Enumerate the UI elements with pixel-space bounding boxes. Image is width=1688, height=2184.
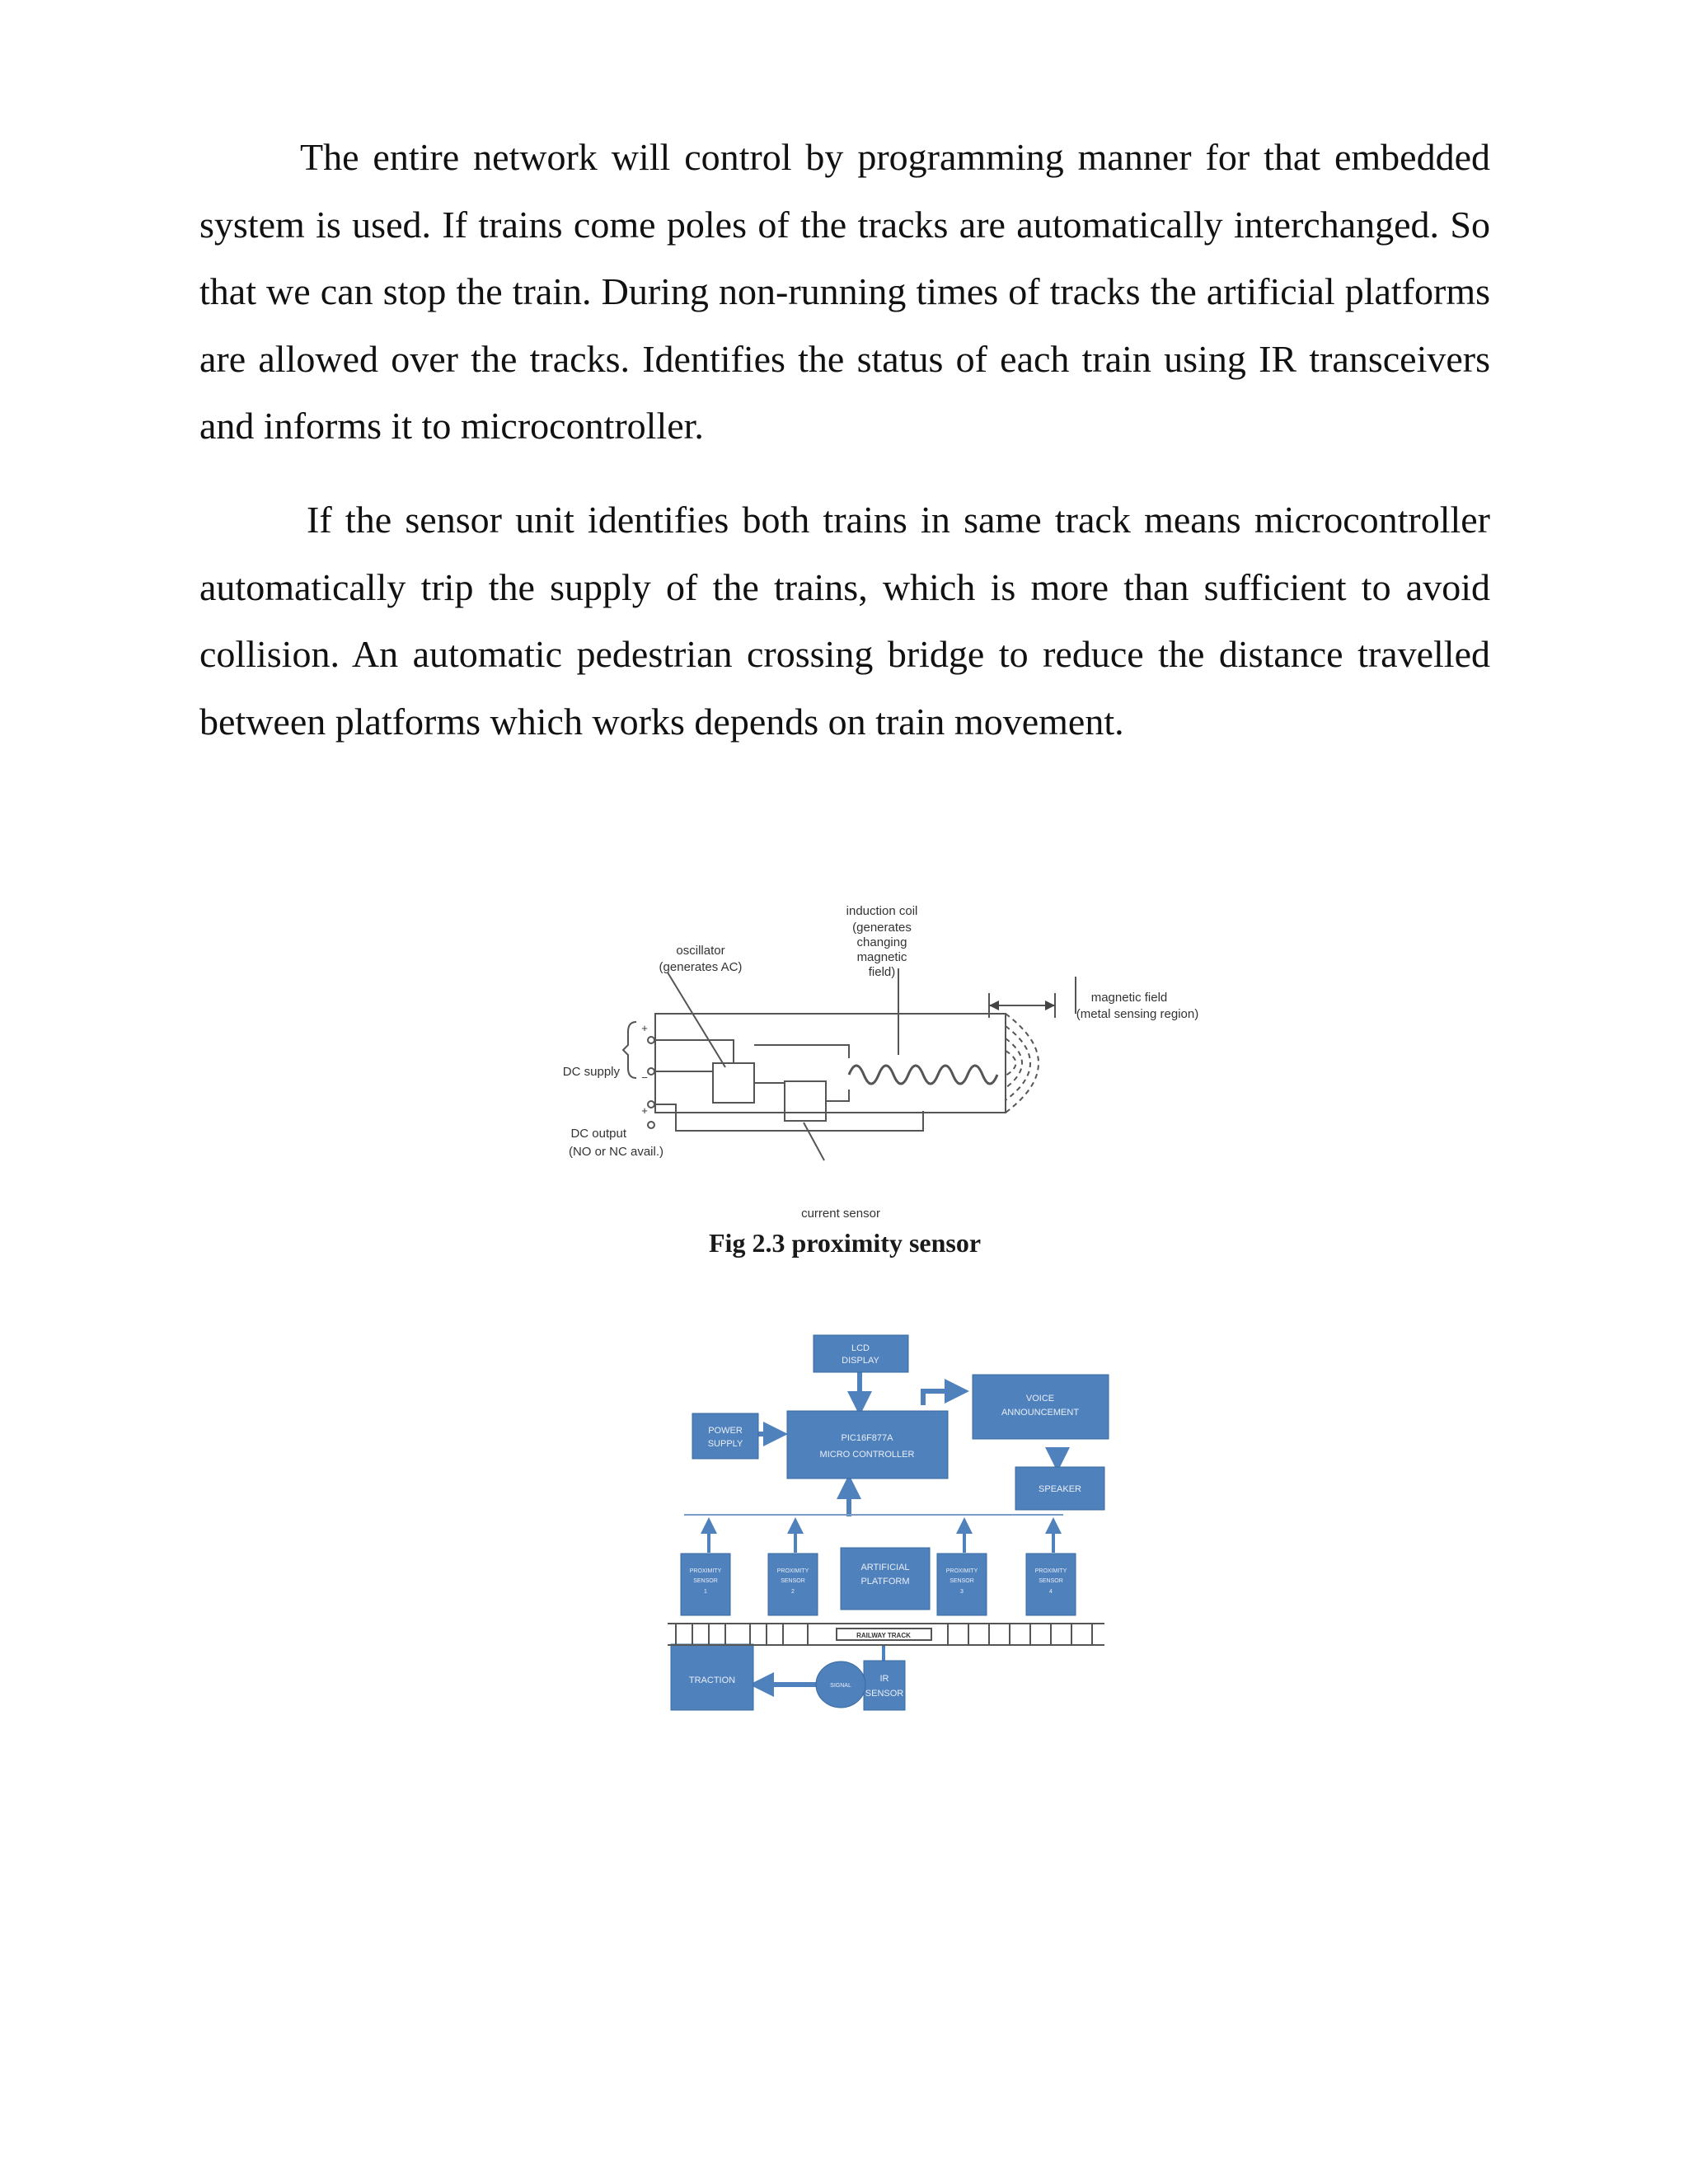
current-sensor-box <box>785 1081 826 1121</box>
current-sensor-pointer <box>804 1122 824 1160</box>
coil-label-1: induction coil <box>846 904 918 918</box>
prox4-number: 4 <box>1049 1589 1053 1595</box>
system-block-diagram <box>659 1319 1121 1747</box>
prox1-number: 1 <box>704 1589 707 1595</box>
field-label-1: magnetic field <box>1090 991 1168 1005</box>
terminal-2 <box>648 1068 654 1075</box>
prox2-number: 2 <box>791 1589 795 1595</box>
microcontroller-block <box>787 1411 948 1479</box>
oscillator-label-1: oscillator <box>676 944 725 958</box>
voice-label-1: VOICE <box>1025 1394 1055 1404</box>
power-label-2: SUPPLY <box>707 1439 743 1449</box>
ir-label-1: IR <box>879 1674 889 1684</box>
ir-label-2: SENSOR <box>865 1689 904 1699</box>
prox4-label-1: PROXIMITY <box>1034 1568 1067 1574</box>
dc-output-label-1: DC output <box>570 1127 626 1141</box>
coil-label-5: field) <box>868 965 896 979</box>
oscillator-box <box>713 1063 754 1103</box>
prox4-label-2: SENSOR <box>1039 1578 1063 1584</box>
platform-label-1: ARTIFICIAL <box>860 1563 910 1572</box>
mcu-label-2: MICRO CONTROLLER <box>819 1450 915 1460</box>
prox2-label-2: SENSOR <box>781 1578 805 1584</box>
dc-supply-brace <box>623 1022 636 1078</box>
lcd-display-block <box>814 1335 908 1372</box>
power-label-1: POWER <box>708 1426 743 1436</box>
proximity-sensor-diagram <box>544 898 1203 1228</box>
railway-track-label: RAILWAY TRACK <box>856 1632 911 1639</box>
prox3-number: 3 <box>960 1589 964 1595</box>
minus-sign-1: − <box>641 1071 648 1084</box>
current-sensor-label: current sensor <box>801 1207 880 1221</box>
prox2-label-1: PROXIMITY <box>776 1568 809 1574</box>
voice-label-2: ANNOUNCEMENT <box>1001 1408 1080 1418</box>
field-line-2 <box>1006 1026 1030 1100</box>
proximity-sensor-4-block <box>1026 1554 1076 1615</box>
arrow-right <box>1045 1001 1055 1010</box>
paragraph-2: If the sensor unit identifies both trains in same track means microcontroller automatically trip the supply of the trains, which is more than sufficient to avoid collision. An automatic pedestrian crossing bridge to reduce the distance travelled between platforms which works depends on train movement. <box>199 499 1490 743</box>
wire-a <box>655 1040 734 1063</box>
wire-d <box>754 1045 849 1058</box>
coil-label-4: magnetic <box>856 950 907 964</box>
platform-label-2: PLATFORM <box>860 1577 910 1586</box>
terminal-3 <box>648 1101 654 1108</box>
lcd-label-2: DISPLAY <box>842 1356 879 1366</box>
field-line-3 <box>1006 1038 1022 1088</box>
terminal-1 <box>648 1037 654 1043</box>
field-line-4 <box>1006 1051 1016 1076</box>
arrow-left <box>989 1001 999 1010</box>
figure-caption: Fig 2.3 proximity sensor <box>709 1228 982 1258</box>
power-supply-block <box>692 1413 758 1459</box>
field-label-2: (metal sensing region) <box>1076 1007 1199 1021</box>
plus-sign-1: + <box>641 1022 648 1034</box>
mcu-label-1: PIC16F877A <box>841 1433 893 1443</box>
prox1-label-2: SENSOR <box>693 1578 718 1584</box>
oscillator-pointer <box>668 972 725 1067</box>
paragraph-1: The entire network will control by programming manner for that embedded system is used. If trains come poles of the tracks are automatically interchanged. So that we can stop the train. During non-running times of tracks the artificial platforms are allowed over the tracks. Identifies the status of each train using IR transceivers and informs it to microcontroller. <box>199 136 1490 447</box>
induction-coil <box>849 1066 997 1084</box>
prox1-label-1: PROXIMITY <box>689 1568 722 1574</box>
voice-arrow <box>923 1391 964 1405</box>
wire-f <box>655 1104 923 1131</box>
oscillator-label-2: (generates AC) <box>659 960 743 974</box>
proximity-sensor-3-block <box>937 1554 987 1615</box>
sensor-casing <box>655 1014 1006 1113</box>
dc-supply-label: DC supply <box>562 1065 620 1079</box>
signal-label: SIGNAL <box>830 1683 851 1689</box>
voice-announcement-block <box>973 1375 1109 1439</box>
coil-label-2: (generates <box>852 921 912 935</box>
plus-sign-2: + <box>641 1104 648 1117</box>
proximity-sensor-2-block <box>768 1554 818 1615</box>
wire-e <box>826 1090 849 1101</box>
proximity-sensor-1-block <box>681 1554 730 1615</box>
prox3-label-2: SENSOR <box>950 1578 974 1584</box>
traction-label: TRACTION <box>688 1675 736 1685</box>
coil-label-3: changing <box>856 935 907 949</box>
dc-output-label-2: (NO or NC avail.) <box>568 1145 663 1159</box>
speaker-label: SPEAKER <box>1039 1484 1081 1494</box>
terminal-4 <box>648 1122 654 1128</box>
lcd-label-1: LCD <box>851 1343 870 1353</box>
ir-sensor-block <box>864 1661 905 1710</box>
prox3-label-1: PROXIMITY <box>945 1568 978 1574</box>
